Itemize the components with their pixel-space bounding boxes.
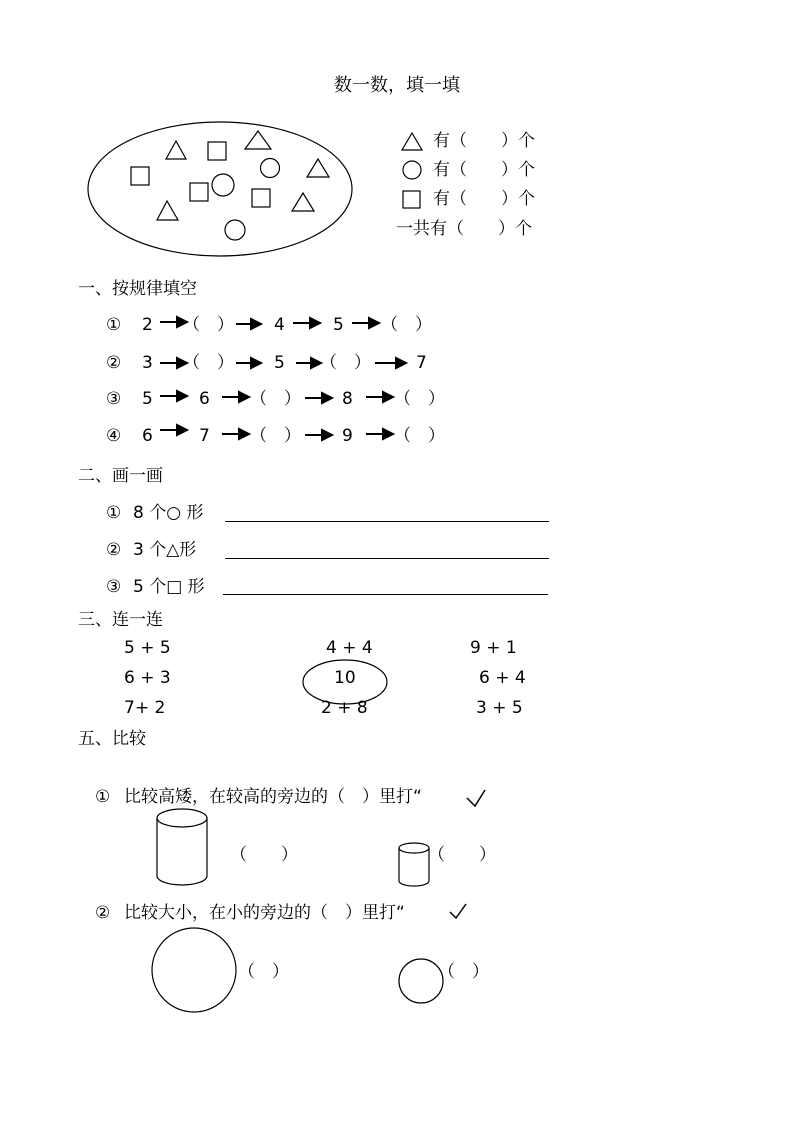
square-icon	[403, 191, 420, 208]
expression: 6 + 4	[479, 668, 526, 688]
triangle-icon	[245, 131, 271, 149]
triangle-icon	[157, 201, 178, 220]
answer-parens: （ ）	[438, 962, 489, 982]
seq-blank: （ ）	[183, 353, 234, 373]
row-number: ①	[106, 315, 122, 335]
short-cylinder	[399, 843, 429, 886]
circle-icon	[403, 161, 421, 179]
seq-item: 8	[342, 389, 353, 409]
seq-item: 5	[333, 315, 344, 335]
seq-item: 4	[274, 315, 285, 335]
answer-line	[225, 521, 549, 522]
seq-blank: （ ）	[394, 426, 445, 446]
seq-blank: （ ）	[320, 353, 371, 373]
row-number: ①	[95, 787, 111, 807]
check-mark-icon	[467, 790, 485, 806]
answer-line	[225, 558, 549, 559]
seq-blank: （ ）	[381, 315, 432, 335]
seq-blank: （ ）	[250, 389, 301, 409]
section-heading: 二、画一画	[78, 466, 163, 486]
seq-item: 7	[199, 426, 210, 446]
circle-icon	[225, 220, 245, 240]
count-total-text: 一共有（ ）个	[396, 219, 532, 239]
section-heading: 五、比较	[78, 729, 146, 749]
answer-line	[223, 594, 548, 595]
expression: 7+ 2	[124, 698, 166, 718]
count-circle-text: 有（ ）个	[433, 160, 535, 180]
circle-icon	[212, 174, 234, 196]
seq-blank: （ ）	[183, 315, 234, 335]
count-square-text: 有（ ）个	[433, 189, 535, 209]
row-number: ②	[106, 353, 122, 373]
answer-value: 10	[334, 668, 356, 688]
triangle-icon	[307, 159, 329, 177]
expression: 4 + 4	[326, 638, 373, 658]
section-heading: 一、按规律填空	[78, 279, 197, 299]
expression: 9 + 1	[470, 638, 517, 658]
square-icon	[208, 142, 226, 160]
expression: 5 + 5	[124, 638, 171, 658]
expression: 6 + 3	[124, 668, 171, 688]
seq-blank: （ ）	[394, 389, 445, 409]
seq-item: 6	[199, 389, 210, 409]
page-title: 数一数，填一填	[334, 75, 460, 96]
row-number: ③	[106, 389, 122, 409]
seq-item: 5	[274, 353, 285, 373]
circle-icon	[261, 159, 280, 178]
triangle-icon	[292, 193, 314, 211]
answer-parens: （ ）	[238, 962, 289, 982]
answer-parens: （ ）	[230, 845, 298, 865]
seq-item: 3	[142, 353, 153, 373]
seq-item: 2	[142, 315, 153, 335]
seq-item: 6	[142, 426, 153, 446]
row-number: ③	[106, 577, 122, 597]
triangle-icon	[166, 141, 186, 159]
square-icon	[131, 167, 149, 185]
small-circle	[399, 959, 443, 1003]
square-icon	[252, 189, 270, 207]
row-number: ②	[95, 903, 111, 923]
row-number: ①	[106, 503, 122, 523]
seq-item: 9	[342, 426, 353, 446]
question-text: 比较大小，在小的旁边的（ ）里打“	[124, 903, 405, 923]
triangle-icon	[402, 133, 422, 150]
draw-item-text: 3 个△形	[133, 540, 197, 560]
expression: 2 + 8	[321, 698, 368, 718]
seq-item: 5	[142, 389, 153, 409]
question-text: 比较高矮，在较高的旁边的（ ）里打“	[124, 787, 422, 807]
large-circle	[152, 928, 236, 1012]
seq-blank: （ ）	[250, 426, 301, 446]
tall-cylinder	[157, 809, 207, 885]
seq-item: 7	[416, 353, 427, 373]
answer-parens: （ ）	[428, 845, 496, 865]
check-mark-icon	[450, 904, 466, 918]
draw-item-text: 8 个○ 形	[133, 503, 204, 523]
expression: 3 + 5	[476, 698, 523, 718]
count-triangle-text: 有（ ）个	[433, 131, 535, 151]
square-icon	[190, 183, 208, 201]
section-heading: 三、连一连	[78, 610, 163, 630]
row-number: ④	[106, 426, 122, 446]
row-number: ②	[106, 540, 122, 560]
draw-item-text: 5 个□ 形	[133, 577, 205, 597]
